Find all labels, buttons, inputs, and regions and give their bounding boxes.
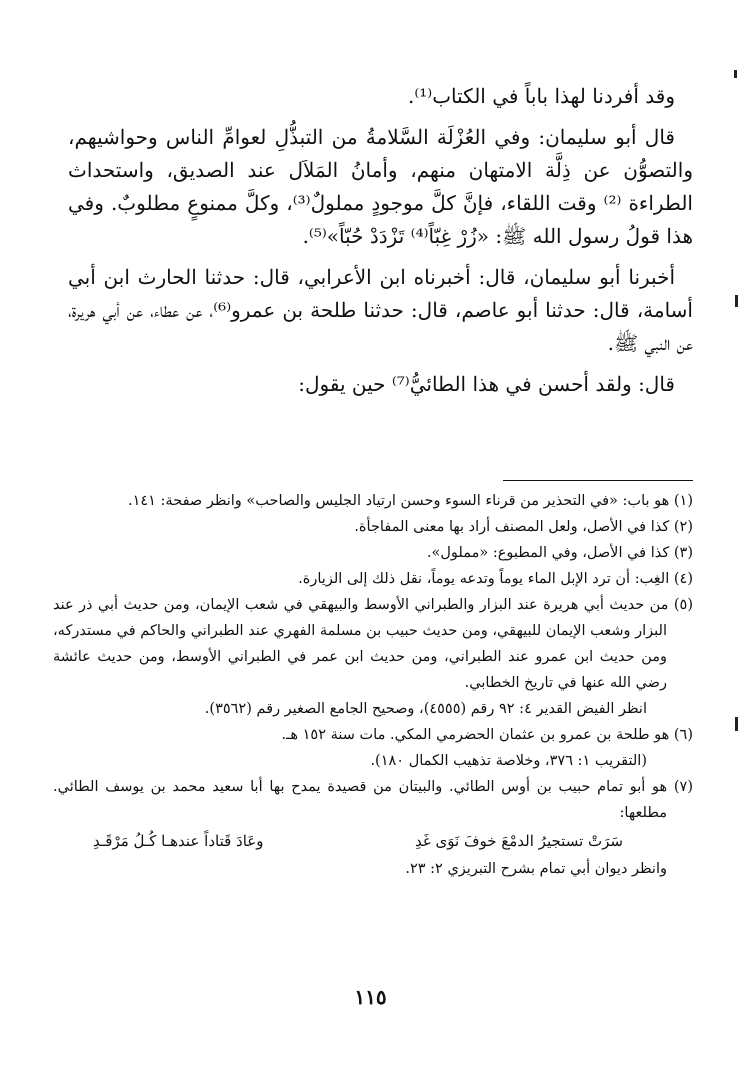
footnote-5-reference: انظر الفيض القدير ٤: ٩٢ رقم (٤٥٥٥)، وصحيح الجامع الصغير رقم (٣٥٦٢).: [204, 701, 647, 717]
footnote-3: (٣) كذا في الأصل، وفي المطبوع: «مملول».: [426, 545, 693, 561]
footnotes: [53, 488, 693, 882]
poem-first-hemistich: سَرَتْ تستجيرُ الدمْعَ خوفَ نَوَى غَدِ: [415, 832, 623, 850]
paragraph-2: قال أبو سليمان: وفي العُزْلَة السَّلامةُ من التبذُّلِ لعوامِّ الناس وحواشيهم، والتصوُّن عن ذِلَّة الامتهان منهم، وأمانُ المَلاَل عند الصديق، واستحداث الطراءة ⁽²⁾ وقت اللقاء، فإنَّ كلَّ موجودٍ مملولٌ⁽³⁾، وكلَّ ممنوعٍ مطلوبٌ. وفي هذا قولُ رسول الله ﷺ: «زُرْ غِبّاً⁽⁴⁾ تَزْدَدْ حُبّاً»⁽⁵⁾.: [68, 125, 693, 248]
footnote-separator: [503, 480, 693, 481]
scan-mark-middle: [735, 295, 738, 307]
scan-mark-lower: [735, 717, 738, 731]
paragraph-3: أخبرنا أبو سليمان، قال: أخبرناه ابن الأعرابي، قال: حدثنا الحارث ابن أبي أسامة، قال: حدثنا أبو عاصم، قال: حدثنا طلحة بن عمرو⁽⁶⁾، عن عطاء، عن أبي هريرة، عن النبي ﷺ.: [68, 265, 693, 355]
footnote-4: (٤) الغِب: أن ترد الإبل الماء يوماً وتدعه يوماً، نقل ذلك إلى الزيارة.: [298, 571, 693, 587]
footnote-1: (١) هو باب: «في التحذير من قرناء السوء وحسن ارتياد الجليس والصاحب» وانظر صفحة: ١٤١.: [127, 493, 693, 509]
footnote-7-reference: وانظر ديوان أبي تمام بشرح التبريزي ٢: ٢٣.: [405, 861, 667, 877]
paragraph-1: وقد أفردنا لهذا باباً في الكتاب⁽¹⁾.: [407, 84, 675, 108]
footnote-5: (٥) من حديث أبي هريرة عند البزار والطبراني الأوسط والبيهقي في شعب الإيمان، ومن حديث أبي ذر عند البزار وشعب الإيمان للبيهقي، ومن حديث حبيب بن مسلمة الفهري عند الطبراني والحاكم في مستدركه، ومن حديث ابن عمرو عند الطبراني، ومن حديث ابن عمر في الطبراني الأوسط، ومن حديث عائشة رضي الله عنها في تاريخ الخطابي.: [53, 597, 693, 691]
main-text: [68, 80, 693, 409]
poem-second-hemistich: وعَادَ قَتاداً عندهـا كُـلُ مَرْقَـدِ: [93, 832, 264, 850]
footnote-7: (٧) هو أبو تمام حبيب بن أوس الطائي. والبيتان من قصيدة يمدح بها أبا سعيد محمد بن يوسف الطائي. مطلعها:: [53, 779, 693, 821]
scan-mark-top: [734, 70, 737, 78]
footnote-2: (٢) كذا في الأصل، ولعل المصنف أراد بها معنى المفاجأة.: [354, 519, 693, 535]
footnote-6-reference: (التقريب ١: ٣٧٦، وخلاصة تذهيب الكمال ١٨٠).: [370, 753, 647, 769]
poem-verse: [93, 828, 623, 854]
footnote-6: (٦) هو طلحة بن عمرو بن عثمان الحضرمي المكي. مات سنة ١٥٢ هـ.: [281, 727, 693, 743]
page-number: ١١٥: [354, 985, 387, 1009]
paragraph-4: قال: ولقد أحسن في هذا الطائيُّ⁽⁷⁾ حين يقول:: [298, 372, 675, 396]
